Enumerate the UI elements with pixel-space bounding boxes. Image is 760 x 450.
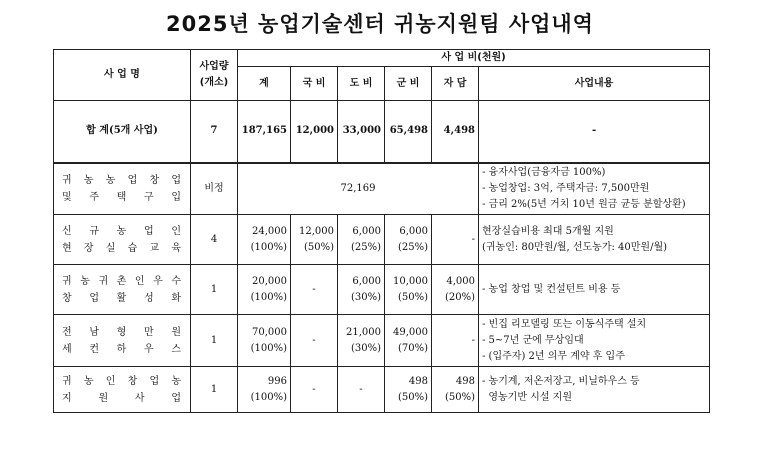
total-value: 20,000 bbox=[252, 275, 287, 287]
header-total: 계 bbox=[238, 67, 291, 101]
total-percent: (100%) bbox=[250, 241, 287, 253]
content-line: - (입주자) 2년 의무 계약 후 입주 bbox=[482, 350, 625, 362]
sum-national: 12,000 bbox=[291, 101, 338, 163]
count-cell: 1 bbox=[191, 315, 238, 367]
self-percent: (20%) bbox=[444, 291, 475, 303]
header-national: 국 비 bbox=[291, 67, 338, 101]
total-value: 24,000 bbox=[252, 225, 287, 237]
sum-name: 합 계(5개 사업) bbox=[54, 101, 191, 163]
self-cell bbox=[432, 367, 479, 413]
project-table bbox=[53, 49, 710, 413]
table-row bbox=[54, 367, 710, 413]
sum-provincial: 33,000 bbox=[338, 101, 385, 163]
content-line: (귀농인: 80만원/월, 선도농가: 40만원/월) bbox=[482, 241, 668, 253]
sum-content: - bbox=[479, 101, 710, 163]
content-line: - 농기계, 저온저장고, 비닐하우스 등 bbox=[482, 375, 640, 387]
county-value: 10,000 bbox=[393, 275, 428, 287]
total-value: 996 bbox=[267, 375, 287, 387]
county-value: 498 bbox=[408, 375, 428, 387]
content-cell bbox=[479, 367, 710, 413]
project-name-line2: 및 주 택 구 입 bbox=[62, 191, 182, 203]
header-count bbox=[191, 50, 238, 101]
county-percent: (70%) bbox=[397, 342, 428, 354]
national-percent: (50%) bbox=[303, 241, 334, 253]
content-line: - 5~7년 군에 무상임대 bbox=[482, 334, 584, 346]
sum-row bbox=[54, 101, 710, 163]
header-cost-group: 사 업 비(천원) bbox=[238, 50, 710, 67]
count-cell: 1 bbox=[191, 265, 238, 315]
sum-total: 187,165 bbox=[238, 101, 291, 163]
provincial-percent: (25%) bbox=[350, 241, 381, 253]
content-cell bbox=[479, 163, 710, 215]
sum-self: 4,498 bbox=[432, 101, 479, 163]
table-row bbox=[54, 163, 710, 215]
total-cell bbox=[238, 215, 291, 265]
provincial-percent: (30%) bbox=[350, 342, 381, 354]
provincial-cell bbox=[338, 215, 385, 265]
content-line: - 농업창업: 3억, 주택자금: 7,500만원 bbox=[482, 182, 650, 194]
count-cell: 1 bbox=[191, 367, 238, 413]
content-line: - 금리 2%(5년 거치 10년 원금 균등 분할상환) bbox=[482, 198, 686, 210]
project-name-line1: 귀 농 인 창 업 농 bbox=[62, 375, 182, 387]
project-name-line1: 귀 농 귀 촌 인 우 수 bbox=[62, 275, 182, 287]
county-percent: (50%) bbox=[397, 391, 428, 403]
county-cell bbox=[385, 367, 432, 413]
provincial-cell: - bbox=[338, 367, 385, 413]
county-percent: (25%) bbox=[397, 241, 428, 253]
county-cell bbox=[385, 265, 432, 315]
county-value: 49,000 bbox=[393, 326, 428, 338]
content-line: 현장실습비용 최대 5개월 지원 bbox=[482, 225, 614, 237]
provincial-percent: (30%) bbox=[350, 291, 381, 303]
project-name-line1: 귀 농 농 업 창 업 bbox=[62, 174, 182, 186]
table-row bbox=[54, 265, 710, 315]
header-self: 자 담 bbox=[432, 67, 479, 101]
header-count-line2: (개소) bbox=[199, 77, 229, 88]
table-row bbox=[54, 315, 710, 367]
count-cell: 비정 bbox=[191, 163, 238, 215]
content-cell bbox=[479, 265, 710, 315]
total-percent: (100%) bbox=[250, 342, 287, 354]
content-line: 영농기반 시설 지원 bbox=[482, 391, 572, 403]
header-content: 사업내용 bbox=[479, 67, 710, 101]
provincial-value: 6,000 bbox=[352, 225, 381, 237]
self-percent: (50%) bbox=[444, 391, 475, 403]
total-percent: (100%) bbox=[250, 291, 287, 303]
self-cell: - bbox=[432, 315, 479, 367]
sum-county: 65,498 bbox=[385, 101, 432, 163]
header-count-line1: 사업량 bbox=[199, 61, 229, 72]
count-cell: 4 bbox=[191, 215, 238, 265]
project-name-line2: 창 업 활 성 화 bbox=[62, 292, 182, 304]
total-cell bbox=[238, 367, 291, 413]
header-county: 군 비 bbox=[385, 67, 432, 101]
national-cell: - bbox=[291, 265, 338, 315]
county-percent: (50%) bbox=[397, 291, 428, 303]
self-cell bbox=[432, 265, 479, 315]
project-name-line2: 세 컨 하 우 스 bbox=[62, 343, 182, 355]
content-cell bbox=[479, 315, 710, 367]
project-name-line2: 지 원 사 업 bbox=[62, 392, 182, 404]
provincial-value: 6,000 bbox=[352, 275, 381, 287]
page-title: 2025년 농업기술센터 귀농지원팀 사업내역 bbox=[166, 12, 594, 36]
content-line: - 빈집 리모델링 또는 이동식주택 설치 bbox=[482, 318, 647, 330]
total-cell bbox=[238, 315, 291, 367]
merged-total-cell: 72,169 bbox=[238, 163, 479, 215]
provincial-cell bbox=[338, 265, 385, 315]
sum-count: 7 bbox=[191, 101, 238, 163]
content-cell bbox=[479, 215, 710, 265]
project-name-cell bbox=[54, 163, 191, 215]
national-cell bbox=[291, 215, 338, 265]
project-name-cell bbox=[54, 215, 191, 265]
county-cell bbox=[385, 215, 432, 265]
total-cell bbox=[238, 265, 291, 315]
content-line: - 농업 창업 및 컨설턴트 비용 등 bbox=[482, 283, 621, 295]
self-value: 4,000 bbox=[446, 275, 475, 287]
county-value: 6,000 bbox=[399, 225, 428, 237]
national-value: 12,000 bbox=[299, 225, 334, 237]
header-project-name: 사 업 명 bbox=[54, 50, 191, 101]
national-cell: - bbox=[291, 315, 338, 367]
provincial-cell bbox=[338, 315, 385, 367]
county-cell bbox=[385, 315, 432, 367]
content-line: - 융자사업(금융자금 100%) bbox=[482, 166, 606, 178]
header-provincial: 도 비 bbox=[338, 67, 385, 101]
project-name-cell bbox=[54, 367, 191, 413]
total-percent: (100%) bbox=[250, 391, 287, 403]
project-name-line2: 현 장 실 습 교 육 bbox=[62, 242, 182, 254]
project-name-cell bbox=[54, 315, 191, 367]
project-name-line1: 전 남 형 만 원 bbox=[62, 326, 182, 338]
project-name-line1: 신 규 농 업 인 bbox=[62, 225, 182, 237]
self-cell: - bbox=[432, 215, 479, 265]
table-row bbox=[54, 215, 710, 265]
national-cell: - bbox=[291, 367, 338, 413]
header-row-1 bbox=[54, 50, 710, 67]
project-name-cell bbox=[54, 265, 191, 315]
total-value: 70,000 bbox=[252, 326, 287, 338]
self-value: 498 bbox=[455, 375, 475, 387]
provincial-value: 21,000 bbox=[346, 326, 381, 338]
